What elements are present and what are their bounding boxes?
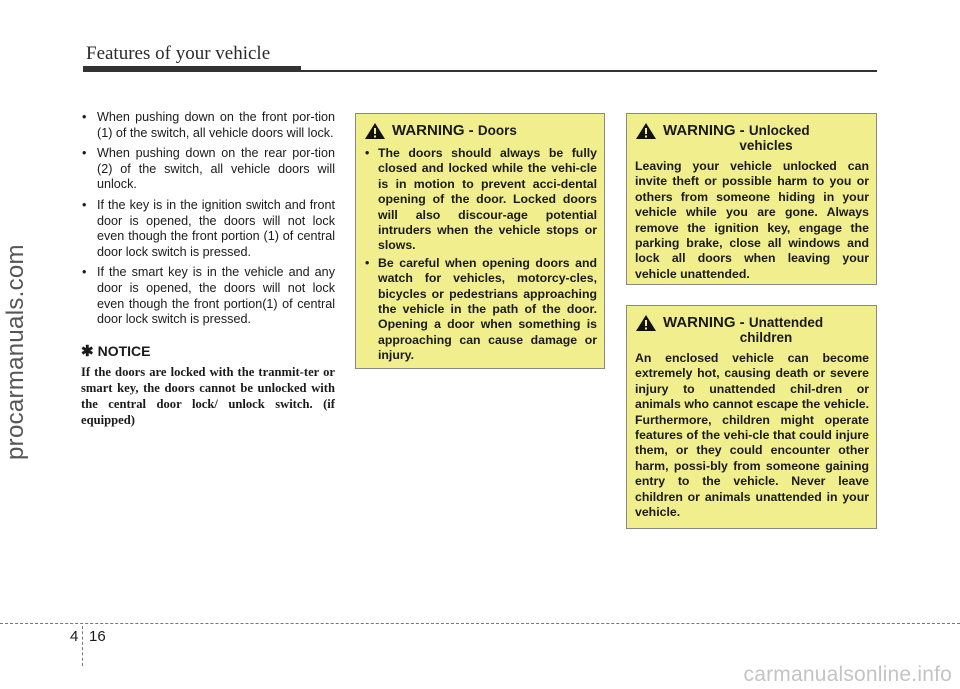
warning-text: Leaving your vehicle unlocked can invite theft or possible harm to you or others from someone hiding in your vehicle while you are gone. Always remove the ignition key, engage the parking brake, close all windows and lock all doors when leaving your vehicle unattended. xyxy=(635,159,869,281)
notice-text: If the doors are locked with the tranmit-ter or smart key, the doors cannot be unlocked with the central door lock/ unlock switch. (if equipped) xyxy=(81,364,335,427)
bullet-item: • If the key is in the ignition switch and front door is opened, the doors will not lock even though the front portion (1) of central door lock switch is pressed. xyxy=(81,198,335,260)
notice-title: NOTICE xyxy=(97,342,151,359)
chapter-number: 4 xyxy=(70,628,79,645)
left-column xyxy=(81,110,335,428)
warning-title xyxy=(635,314,869,345)
header-rule-thick xyxy=(83,66,301,72)
warning-title xyxy=(635,122,869,153)
warning-topic: Unlocked xyxy=(748,123,810,138)
warning-triangle-icon xyxy=(364,122,386,140)
notice-heading xyxy=(81,342,335,360)
feature-bullet-list xyxy=(81,110,335,328)
warning-triangle-icon xyxy=(635,122,657,140)
notice-star-icon: ✱ xyxy=(81,342,94,360)
side-watermark: procarmanuals.com xyxy=(2,244,29,460)
warning-topic-line2: vehicles xyxy=(739,138,793,153)
warning-box-unlocked-vehicles xyxy=(626,113,877,285)
header-rule-thin xyxy=(301,70,877,72)
page-header-title: Features of your vehicle xyxy=(86,43,271,64)
footer-divider xyxy=(82,626,83,666)
bullet-item: • If the smart key is in the vehicle and any door is opened, the doors will not lock even though the front portion(1) of central door lock switch is pressed. xyxy=(81,265,335,327)
warning-text: An enclosed vehicle can become extremely hot, causing death or severe injury to unattended chil-dren or animals who cannot escape the vehicle. Furthermore, children might operate features of the vehi-cle that could injure them, or they could encounter other harm, possi-bly from someone gaining entry to the vehicle. Never leave children or animals unattended in your vehicle. xyxy=(635,351,869,520)
footer-rule xyxy=(0,623,960,624)
warning-label: WARNING - xyxy=(663,314,749,331)
warning-item: • The doors should always be fully closed and locked while the vehi-cle is in motion to prevent acci-dental opening of the door. Locked doors will also discour-age potential intruders when the vehicle stops or slows. xyxy=(364,146,597,254)
warning-item: • Be careful when opening doors and watch for vehicles, motorcy-cles, bicycles or pedestrians approaching the vehicle in the path of the door. Opening a door when something is approaching can cause damage or injury. xyxy=(364,256,597,364)
bullet-item: • When pushing down on the rear por-tion (2) of the switch, all vehicle doors will unlock. xyxy=(81,146,335,193)
page-number: 16 xyxy=(89,628,106,645)
warning-box-doors xyxy=(355,113,605,369)
warning-box-unattended-children xyxy=(626,305,877,529)
warning-topic: Unattended xyxy=(748,315,824,330)
warning-topic-line2: children xyxy=(739,330,793,345)
warning-label: WARNING - xyxy=(663,122,749,139)
footer-watermark: carmanualsonline.info xyxy=(743,663,952,686)
warning-triangle-icon xyxy=(635,314,657,332)
warning-list xyxy=(364,146,597,364)
warning-title xyxy=(364,122,597,140)
bullet-item: • When pushing down on the front por-tion (1) of the switch, all vehicle doors will lock. xyxy=(81,110,335,141)
warning-label: WARNING - xyxy=(392,122,478,139)
warning-topic: Doors xyxy=(477,123,517,138)
